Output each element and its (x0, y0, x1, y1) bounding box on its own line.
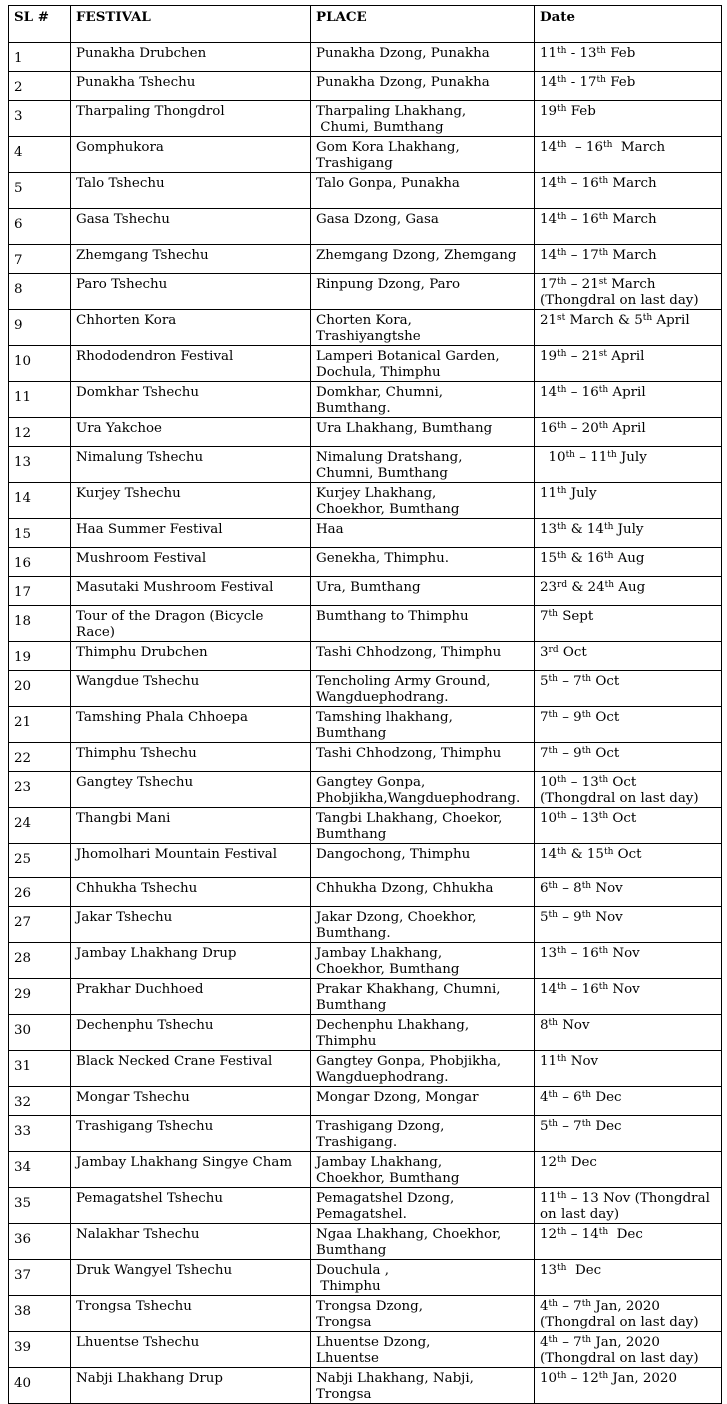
cell-serial: 1 (9, 43, 71, 72)
cell-date: 14th – 16th March (535, 137, 722, 173)
cell-date: 14th - 17th Feb (535, 72, 722, 101)
cell-place: Punakha Dzong, Punakha (311, 72, 535, 101)
cell-place: Genekha, Thimphu. (311, 548, 535, 577)
cell-festival: Mushroom Festival (71, 548, 311, 577)
cell-date: 12th – 14th Dec (535, 1224, 722, 1260)
cell-serial: 39 (9, 1332, 71, 1368)
cell-festival: Black Necked Crane Festival (71, 1051, 311, 1087)
table-row (9, 274, 722, 310)
cell-serial: 5 (9, 173, 71, 209)
table-row (9, 1015, 722, 1051)
table-row (9, 1368, 722, 1404)
cell-festival: Nalakhar Tshechu (71, 1224, 311, 1260)
cell-serial: 13 (9, 447, 71, 483)
cell-place: Gangtey Gonpa, Phobjikha,Wangduephodrang. (311, 772, 535, 808)
table-row (9, 1116, 722, 1152)
cell-date: 10th – 12th Jan, 2020 (535, 1368, 722, 1404)
cell-date: 19th Feb (535, 101, 722, 137)
cell-date: 5th – 7th Dec (535, 1116, 722, 1152)
cell-place: Jambay Lhakhang, Choekhor, Bumthang (311, 1152, 535, 1188)
cell-festival: Jhomolhari Mountain Festival (71, 844, 311, 878)
cell-date: 11th July (535, 483, 722, 519)
cell-serial: 40 (9, 1368, 71, 1404)
cell-festival: Chhukha Tshechu (71, 878, 311, 907)
cell-date: 21st March & 5th April (535, 310, 722, 346)
cell-serial: 27 (9, 907, 71, 943)
cell-date: 14th – 16th March (535, 173, 722, 209)
cell-serial: 32 (9, 1087, 71, 1116)
cell-serial: 10 (9, 346, 71, 382)
cell-date: 7th – 9th Oct (535, 743, 722, 772)
cell-festival: Gomphukora (71, 137, 311, 173)
cell-festival: Pemagatshel Tshechu (71, 1188, 311, 1224)
cell-festival: Masutaki Mushroom Festival (71, 577, 311, 606)
table-row (9, 671, 722, 707)
cell-date: 14th & 15th Oct (535, 844, 722, 878)
cell-place: Gom Kora Lhakhang, Trashigang (311, 137, 535, 173)
cell-date: 14th – 16th March (535, 209, 722, 245)
cell-place: Ngaa Lhakhang, Choekhor, Bumthang (311, 1224, 535, 1260)
cell-place: Prakar Khakhang, Chumni, Bumthang (311, 979, 535, 1015)
cell-place: Punakha Dzong, Punakha (311, 43, 535, 72)
cell-serial: 37 (9, 1260, 71, 1296)
cell-serial: 28 (9, 943, 71, 979)
cell-place: Rinpung Dzong, Paro (311, 274, 535, 310)
table-row (9, 1188, 722, 1224)
cell-festival: Haa Summer Festival (71, 519, 311, 548)
cell-festival: Paro Tshechu (71, 274, 311, 310)
cell-place: Nabji Lhakhang, Nabji, Trongsa (311, 1368, 535, 1404)
cell-place: Chhukha Dzong, Chhukha (311, 878, 535, 907)
cell-place: Gangtey Gonpa, Phobjikha, Wangduephodrang. (311, 1051, 535, 1087)
table-row (9, 743, 722, 772)
cell-festival: Gasa Tshechu (71, 209, 311, 245)
cell-place: Douchula , Thimphu (311, 1260, 535, 1296)
header-festival: FESTIVAL (71, 6, 311, 43)
cell-festival: Jambay Lhakhang Singye Cham (71, 1152, 311, 1188)
cell-place: Talo Gonpa, Punakha (311, 173, 535, 209)
cell-date: 4th – 6th Dec (535, 1087, 722, 1116)
cell-date: 14th – 16th Nov (535, 979, 722, 1015)
cell-festival: Rhododendron Festival (71, 346, 311, 382)
cell-place: Tharpaling Lhakhang, Chumi, Bumthang (311, 101, 535, 137)
table-row (9, 1296, 722, 1332)
table-row (9, 642, 722, 671)
header-row (9, 6, 722, 43)
cell-date: 14th – 17th March (535, 245, 722, 274)
cell-festival: Dechenphu Tshechu (71, 1015, 311, 1051)
table-row (9, 979, 722, 1015)
cell-place: Bumthang to Thimphu (311, 606, 535, 642)
cell-serial: 15 (9, 519, 71, 548)
header-place: PLACE (311, 6, 535, 43)
cell-date: 19th – 21st April (535, 346, 722, 382)
cell-festival: Chhorten Kora (71, 310, 311, 346)
table-row (9, 346, 722, 382)
table-row (9, 548, 722, 577)
cell-place: Trashigang Dzong, Trashigang. (311, 1116, 535, 1152)
cell-date: 13th Dec (535, 1260, 722, 1296)
cell-place: Gasa Dzong, Gasa (311, 209, 535, 245)
cell-festival: Tamshing Phala Chhoepa (71, 707, 311, 743)
cell-festival: Gangtey Tshechu (71, 772, 311, 808)
cell-date: 23rd & 24th Aug (535, 577, 722, 606)
cell-festival: Thangbi Mani (71, 808, 311, 844)
table-row (9, 418, 722, 447)
table-row (9, 310, 722, 346)
cell-festival: Thimphu Drubchen (71, 642, 311, 671)
cell-festival: Domkhar Tshechu (71, 382, 311, 418)
cell-date: 5th – 7th Oct (535, 671, 722, 707)
cell-serial: 2 (9, 72, 71, 101)
cell-serial: 35 (9, 1188, 71, 1224)
cell-festival: Nabji Lhakhang Drup (71, 1368, 311, 1404)
table-row (9, 1224, 722, 1260)
cell-serial: 7 (9, 245, 71, 274)
cell-date: 7th – 9th Oct (535, 707, 722, 743)
cell-place: Mongar Dzong, Mongar (311, 1087, 535, 1116)
cell-serial: 9 (9, 310, 71, 346)
table-row (9, 1152, 722, 1188)
table-row (9, 101, 722, 137)
cell-serial: 29 (9, 979, 71, 1015)
cell-date: 4th – 7th Jan, 2020 (Thongdral on last day) (535, 1296, 722, 1332)
table-row (9, 137, 722, 173)
table-row (9, 844, 722, 878)
table-row (9, 1087, 722, 1116)
cell-serial: 20 (9, 671, 71, 707)
table-row (9, 209, 722, 245)
cell-date: 10th – 13th Oct (535, 808, 722, 844)
cell-date: 8th Nov (535, 1015, 722, 1051)
cell-serial: 21 (9, 707, 71, 743)
cell-date: 12th Dec (535, 1152, 722, 1188)
cell-serial: 4 (9, 137, 71, 173)
cell-serial: 36 (9, 1224, 71, 1260)
cell-date: 3rd Oct (535, 642, 722, 671)
cell-place: Domkhar, Chumni, Bumthang. (311, 382, 535, 418)
table-row (9, 878, 722, 907)
cell-serial: 23 (9, 772, 71, 808)
table-row (9, 907, 722, 943)
cell-place: Zhemgang Dzong, Zhemgang (311, 245, 535, 274)
cell-festival: Lhuentse Tshechu (71, 1332, 311, 1368)
table-row (9, 483, 722, 519)
cell-place: Dangochong, Thimphu (311, 844, 535, 878)
cell-festival: Tour of the Dragon (Bicycle Race) (71, 606, 311, 642)
cell-place: Lhuentse Dzong, Lhuentse (311, 1332, 535, 1368)
cell-date: 7th Sept (535, 606, 722, 642)
cell-festival: Trongsa Tshechu (71, 1296, 311, 1332)
table-row (9, 1051, 722, 1087)
cell-serial: 25 (9, 844, 71, 878)
cell-serial: 16 (9, 548, 71, 577)
cell-place: Jambay Lhakhang, Choekhor, Bumthang (311, 943, 535, 979)
cell-place: Pemagatshel Dzong, Pemagatshel. (311, 1188, 535, 1224)
table-row (9, 519, 722, 548)
cell-place: Ura, Bumthang (311, 577, 535, 606)
cell-place: Jakar Dzong, Choekhor, Bumthang. (311, 907, 535, 943)
table-row (9, 72, 722, 101)
cell-serial: 31 (9, 1051, 71, 1087)
table-row (9, 577, 722, 606)
cell-date: 15th & 16th Aug (535, 548, 722, 577)
cell-date: 10th – 11th July (535, 447, 722, 483)
cell-date: 13th – 16th Nov (535, 943, 722, 979)
cell-festival: Jambay Lhakhang Drup (71, 943, 311, 979)
table-row (9, 1260, 722, 1296)
cell-date: 17th – 21st March (Thongdral on last day) (535, 274, 722, 310)
cell-place: Chorten Kora, Trashiyangtshe (311, 310, 535, 346)
cell-date: 5th – 9th Nov (535, 907, 722, 943)
cell-festival: Trashigang Tshechu (71, 1116, 311, 1152)
cell-serial: 34 (9, 1152, 71, 1188)
cell-festival: Punakha Tshechu (71, 72, 311, 101)
cell-festival: Wangdue Tshechu (71, 671, 311, 707)
cell-serial: 33 (9, 1116, 71, 1152)
cell-date: 6th – 8th Nov (535, 878, 722, 907)
cell-festival: Nimalung Tshechu (71, 447, 311, 483)
festival-table (8, 5, 722, 1404)
cell-place: Ura Lhakhang, Bumthang (311, 418, 535, 447)
cell-date: 4th – 7th Jan, 2020 (Thongdral on last day) (535, 1332, 722, 1368)
table-row (9, 707, 722, 743)
cell-festival: Zhemgang Tshechu (71, 245, 311, 274)
cell-serial: 14 (9, 483, 71, 519)
cell-date: 11th – 13 Nov (Thongdral on last day) (535, 1188, 722, 1224)
cell-festival: Druk Wangyel Tshechu (71, 1260, 311, 1296)
cell-place: Nimalung Dratshang, Chumni, Bumthang (311, 447, 535, 483)
cell-place: Dechenphu Lhakhang, Thimphu (311, 1015, 535, 1051)
cell-festival: Kurjey Tshechu (71, 483, 311, 519)
table-row (9, 808, 722, 844)
cell-serial: 19 (9, 642, 71, 671)
cell-serial: 6 (9, 209, 71, 245)
cell-festival: Punakha Drubchen (71, 43, 311, 72)
table-row (9, 943, 722, 979)
table-row (9, 245, 722, 274)
table-row (9, 447, 722, 483)
cell-place: Trongsa Dzong, Trongsa (311, 1296, 535, 1332)
header-sl: SL # (9, 6, 71, 43)
table-row (9, 173, 722, 209)
header-date: Date (535, 6, 722, 43)
cell-place: Tangbi Lhakhang, Choekor, Bumthang (311, 808, 535, 844)
cell-serial: 8 (9, 274, 71, 310)
cell-date: 10th – 13th Oct (Thongdral on last day) (535, 772, 722, 808)
cell-place: Lamperi Botanical Garden, Dochula, Thimphu (311, 346, 535, 382)
cell-serial: 18 (9, 606, 71, 642)
cell-date: 16th – 20th April (535, 418, 722, 447)
cell-serial: 3 (9, 101, 71, 137)
table-row (9, 43, 722, 72)
cell-date: 11th Nov (535, 1051, 722, 1087)
cell-serial: 26 (9, 878, 71, 907)
cell-serial: 24 (9, 808, 71, 844)
cell-date: 13th & 14th July (535, 519, 722, 548)
cell-place: Tamshing lhakhang, Bumthang (311, 707, 535, 743)
cell-serial: 38 (9, 1296, 71, 1332)
table-row (9, 606, 722, 642)
cell-date: 11th - 13th Feb (535, 43, 722, 72)
cell-festival: Thimphu Tshechu (71, 743, 311, 772)
cell-serial: 12 (9, 418, 71, 447)
table-row (9, 772, 722, 808)
cell-place: Tashi Chhodzong, Thimphu (311, 743, 535, 772)
cell-festival: Mongar Tshechu (71, 1087, 311, 1116)
cell-festival: Jakar Tshechu (71, 907, 311, 943)
cell-date: 14th – 16th April (535, 382, 722, 418)
cell-serial: 30 (9, 1015, 71, 1051)
cell-place: Tencholing Army Ground, Wangduephodrang. (311, 671, 535, 707)
cell-festival: Ura Yakchoe (71, 418, 311, 447)
cell-place: Haa (311, 519, 535, 548)
table-row (9, 382, 722, 418)
cell-festival: Talo Tshechu (71, 173, 311, 209)
cell-serial: 22 (9, 743, 71, 772)
cell-festival: Prakhar Duchhoed (71, 979, 311, 1015)
cell-festival: Tharpaling Thongdrol (71, 101, 311, 137)
cell-place: Tashi Chhodzong, Thimphu (311, 642, 535, 671)
table-row (9, 1332, 722, 1368)
cell-serial: 17 (9, 577, 71, 606)
cell-serial: 11 (9, 382, 71, 418)
cell-place: Kurjey Lhakhang, Choekhor, Bumthang (311, 483, 535, 519)
